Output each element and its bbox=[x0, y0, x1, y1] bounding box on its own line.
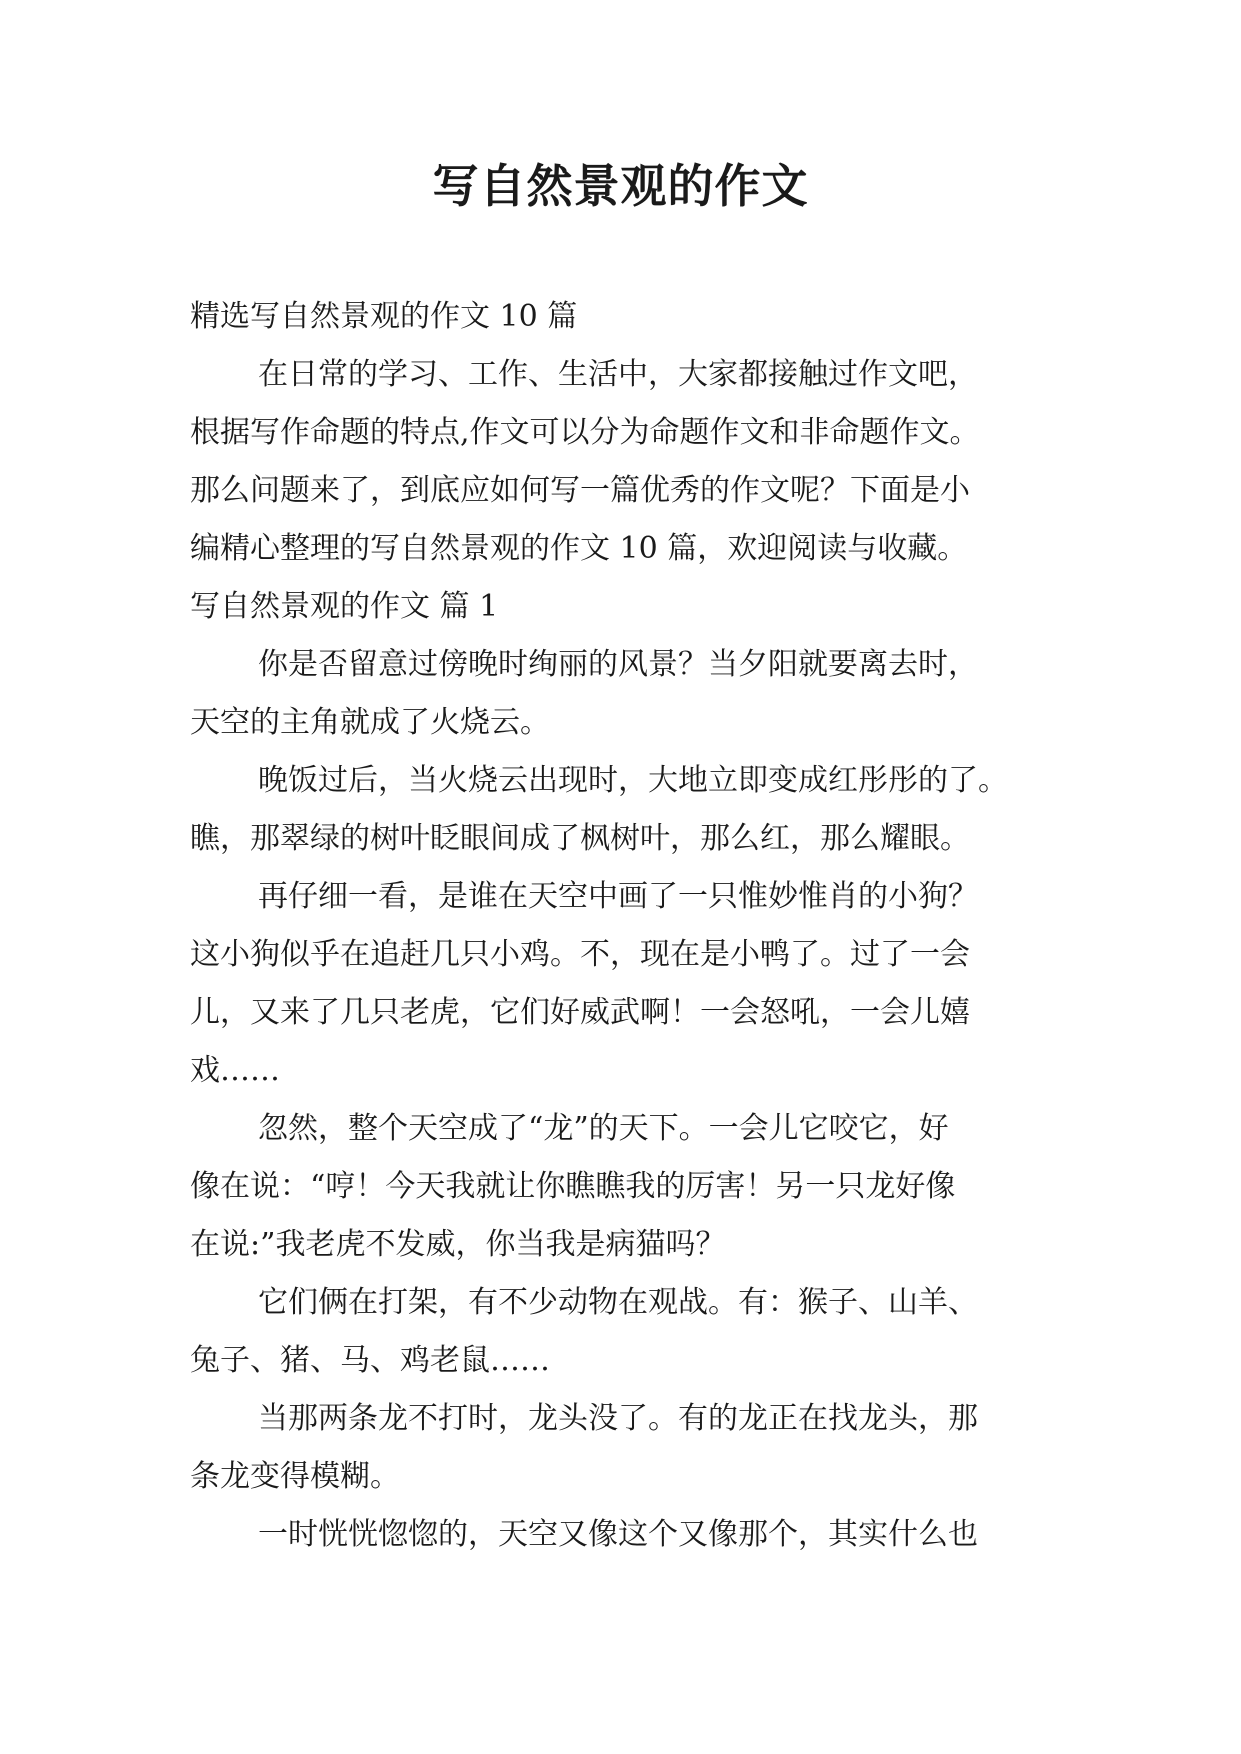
text-line: 再仔细一看，是谁在天空中画了一只惟妙惟肖的小狗？ bbox=[258, 879, 978, 914]
text-line: 在说:”我老虎不发威，你当我是病猫吗？ bbox=[190, 1227, 726, 1262]
text-line: 忽然，整个天空成了“龙”的天下。一会儿它咬它，好 bbox=[258, 1111, 949, 1146]
text-line: 那么问题来了，到底应如何写一篇优秀的作文呢？下面是小 bbox=[190, 473, 970, 508]
text-line: 它们俩在打架，有不少动物在观战。有：猴子、山羊、 bbox=[258, 1285, 978, 1320]
text-line: 天空的主角就成了火烧云。 bbox=[190, 705, 550, 740]
text-line: 你是否留意过傍晚时绚丽的风景？当夕阳就要离去时， bbox=[258, 647, 978, 682]
text-line: 精选写自然景观的作文 10 篇 bbox=[190, 299, 578, 334]
text-line: 根据写作命题的特点,作文可以分为命题作文和非命题作文。 bbox=[190, 415, 980, 450]
text-line: 编精心整理的写自然景观的作文 10 篇，欢迎阅读与收藏。 bbox=[190, 531, 968, 566]
document-title: 写自然景观的作文 bbox=[432, 159, 809, 213]
text-line: 在日常的学习、工作、生活中，大家都接触过作文吧， bbox=[258, 357, 978, 392]
text-line: 晚饭过后，当火烧云出现时，大地立即变成红彤彤的了。 bbox=[258, 763, 1008, 798]
text-line: 一时恍恍惚惚的，天空又像这个又像那个，其实什么也 bbox=[258, 1517, 978, 1552]
text-line: 这小狗似乎在追赶几只小鸡。不，现在是小鸭了。过了一会 bbox=[190, 937, 970, 972]
text-line: 当那两条龙不打时，龙头没了。有的龙正在找龙头，那 bbox=[258, 1401, 978, 1436]
text-line: 戏…… bbox=[190, 1053, 280, 1088]
document-body bbox=[190, 288, 1070, 1564]
text-line: 条龙变得模糊。 bbox=[190, 1459, 400, 1494]
text-line: 像在说：“哼！今天我就让你瞧瞧我的厉害！另一只龙好像 bbox=[190, 1169, 956, 1204]
text-line: 兔子、猪、马、鸡老鼠…… bbox=[190, 1343, 550, 1378]
text-line: 瞧，那翠绿的树叶眨眼间成了枫树叶，那么红，那么耀眼。 bbox=[190, 821, 970, 856]
text-line: 儿，又来了几只老虎，它们好威武啊！一会怒吼，一会儿嬉 bbox=[190, 995, 970, 1030]
text-line: 写自然景观的作文 篇 1 bbox=[190, 589, 499, 624]
